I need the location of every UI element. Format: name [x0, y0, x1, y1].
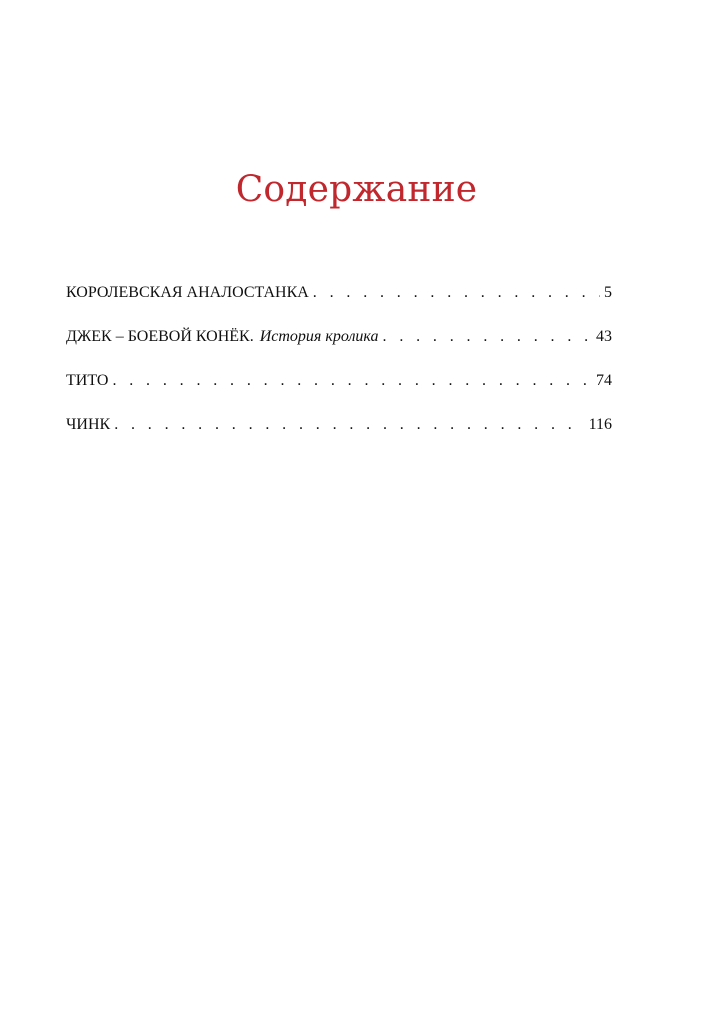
toc-entry-title: ЧИНК: [66, 416, 111, 433]
dot-leader: [112, 372, 592, 390]
toc-entry-page-number: 116: [588, 416, 612, 433]
contents-heading: Содержание: [235, 169, 478, 210]
toc-entry-title: ТИТО: [66, 372, 109, 389]
toc-entry[interactable]: [66, 328, 612, 372]
dot-leader: [313, 284, 600, 302]
toc-entry-subtitle: История кролика: [259, 328, 379, 345]
dot-leader: [383, 328, 592, 346]
toc-entry-title: ДЖЕК – БОЕВОЙ КОНЁК.: [66, 328, 254, 345]
table-of-contents: [66, 284, 612, 460]
toc-entry[interactable]: [66, 372, 612, 416]
toc-entry-page-number: 43: [596, 328, 612, 345]
toc-entry[interactable]: [66, 284, 612, 328]
dot-leader: [114, 416, 584, 434]
toc-entry-title: КОРОЛЕВСКАЯ АНАЛОСТАНКА: [66, 284, 309, 301]
toc-entry-page-number: 5: [604, 284, 612, 301]
toc-entry-page-number: 74: [596, 372, 612, 389]
toc-entry[interactable]: [66, 416, 612, 460]
